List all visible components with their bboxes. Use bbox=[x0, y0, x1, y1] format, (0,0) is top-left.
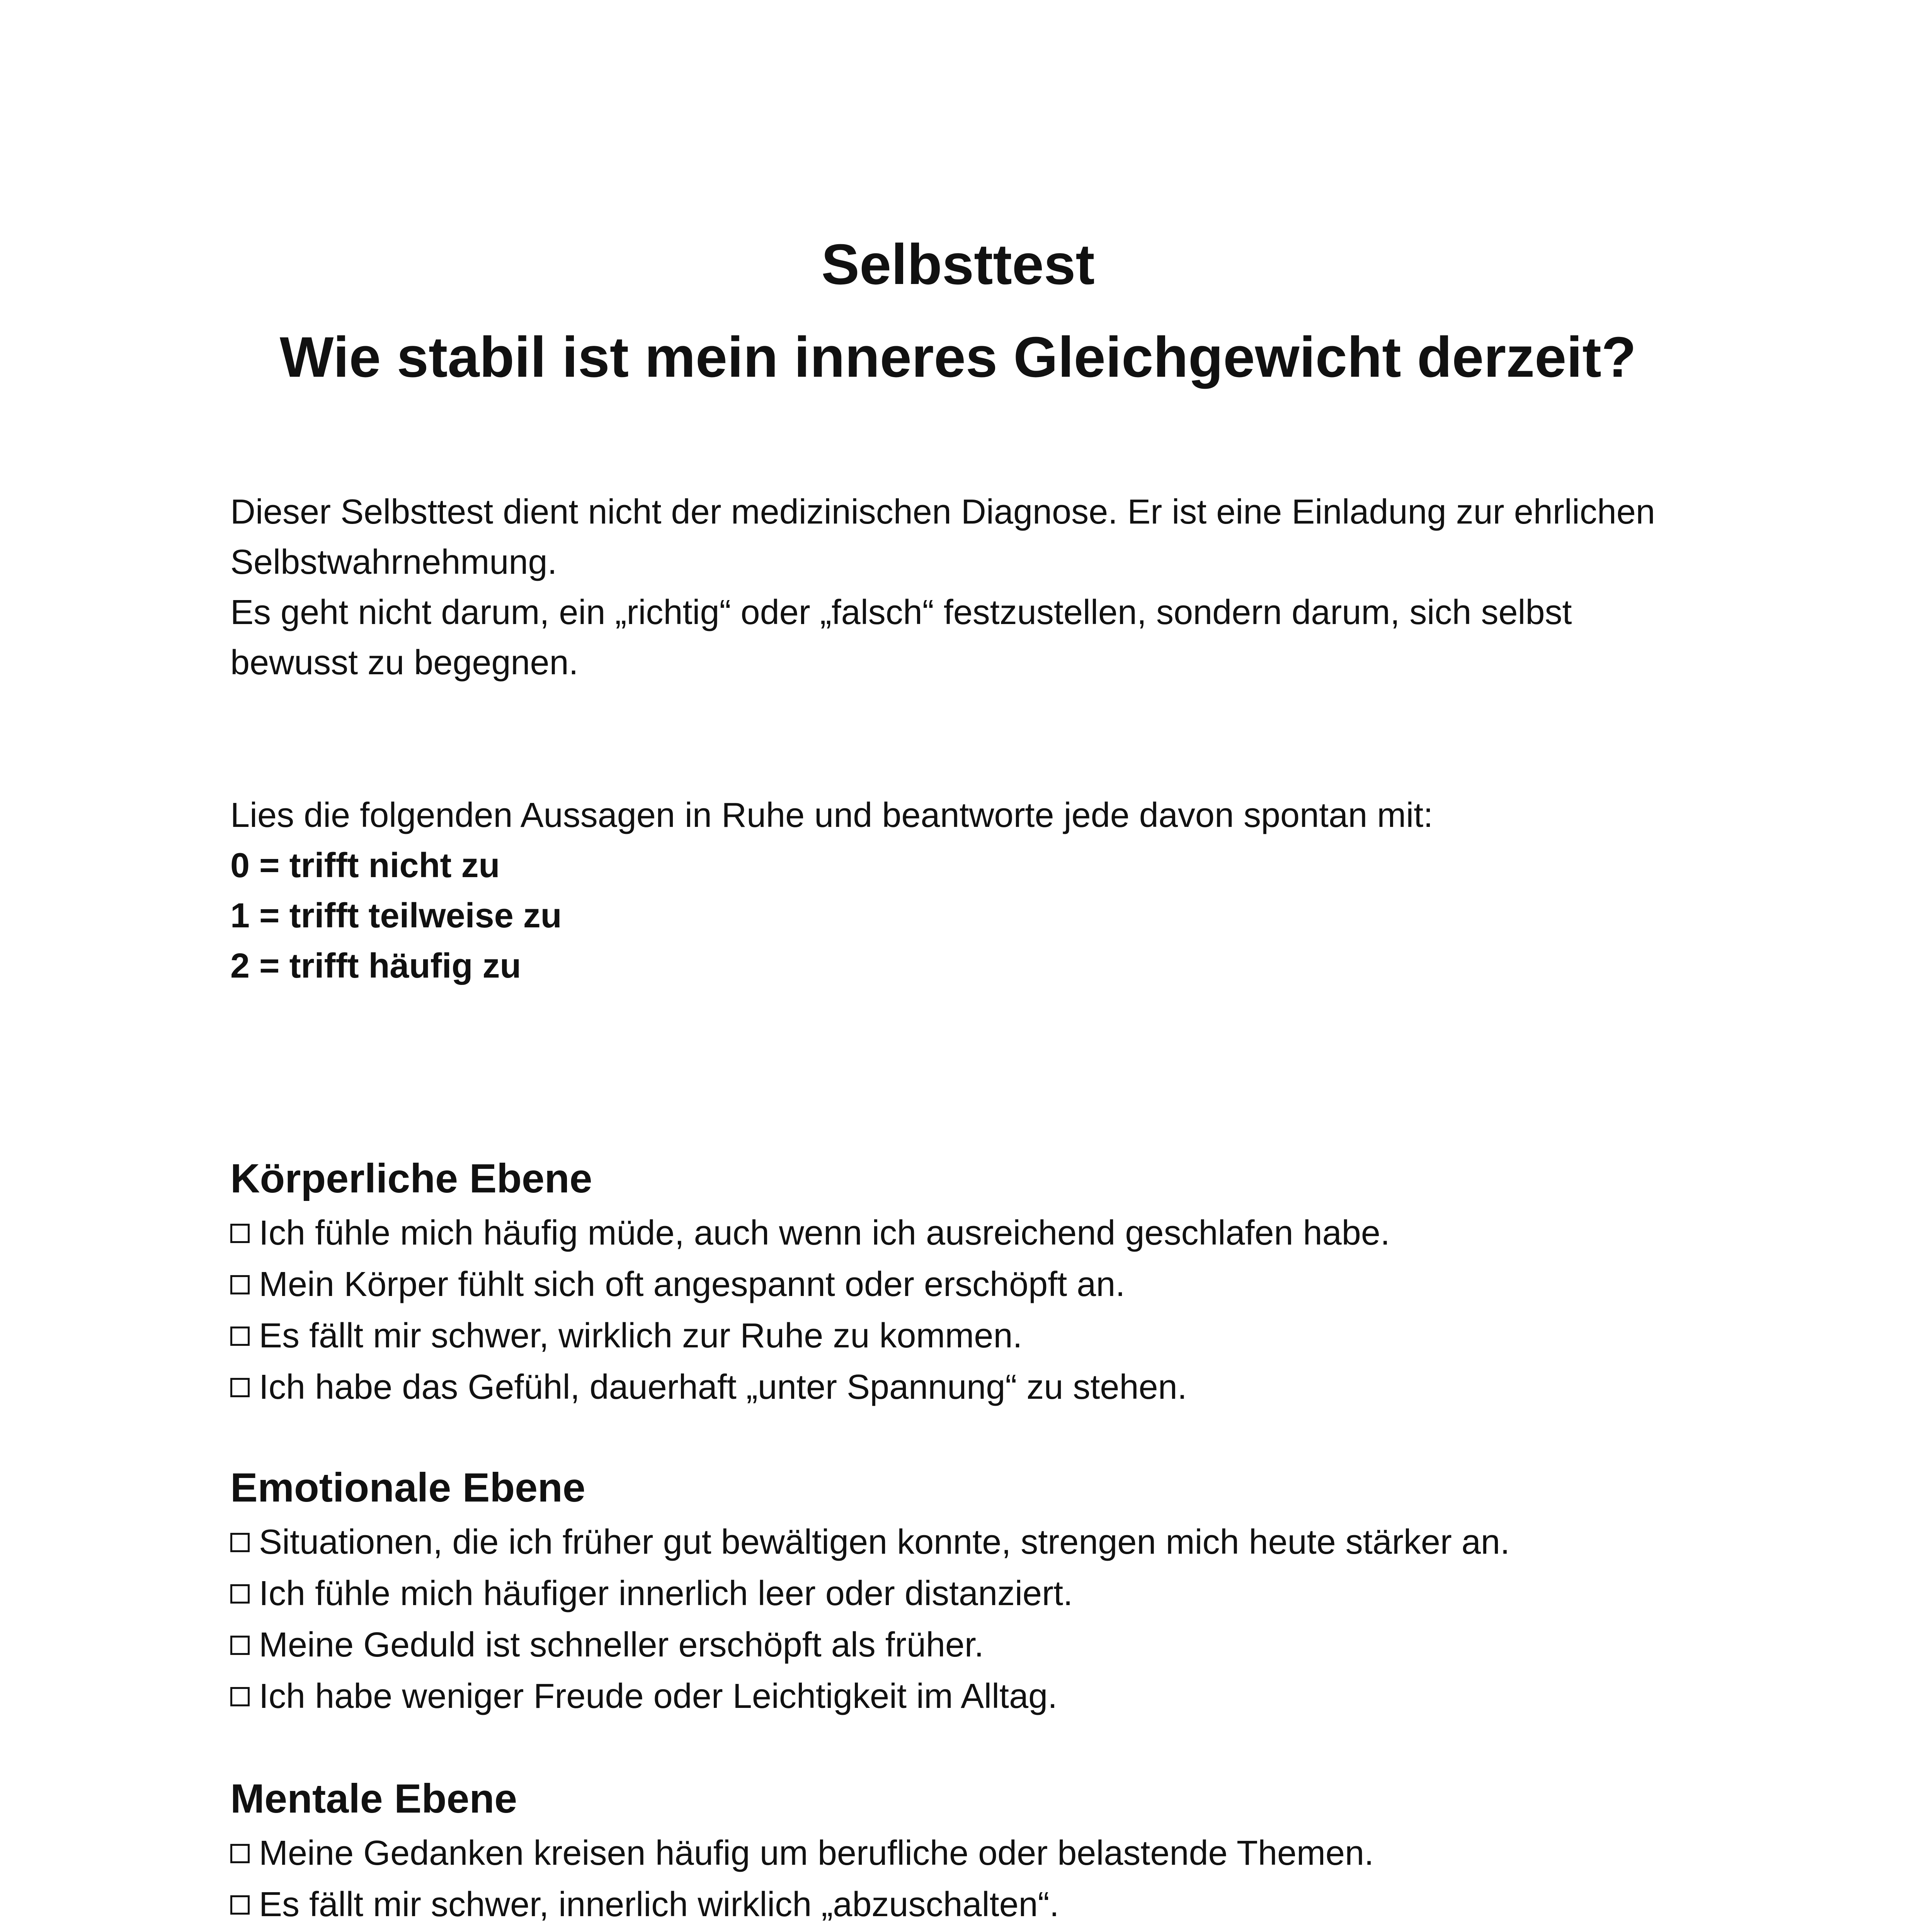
item-text: Es fällt mir schwer, innerlich wirklich „abzuschalten“. bbox=[259, 1885, 1059, 1924]
item-text: Meine Geduld ist schneller erschöpft als früher. bbox=[259, 1626, 984, 1664]
page-title: Selbsttest bbox=[821, 233, 1095, 296]
item-text: Ich habe das Gefühl, dauerhaft „unter Spannung“ zu stehen. bbox=[259, 1368, 1187, 1406]
checkbox-icon[interactable] bbox=[230, 1533, 250, 1552]
section-emotionale-ebene bbox=[230, 1459, 1737, 1722]
checklist-item bbox=[230, 1208, 1737, 1259]
checkbox-icon[interactable] bbox=[230, 1687, 250, 1706]
scale-item-1: 1 = trifft teilweise zu bbox=[230, 896, 562, 935]
checkbox-icon[interactable] bbox=[230, 1895, 250, 1915]
checklist-item bbox=[230, 1517, 1737, 1568]
section-heading: Körperliche Ebene bbox=[230, 1156, 592, 1201]
page-subtitle: Wie stabil ist mein inneres Gleichgewicht derzeit? bbox=[279, 325, 1637, 389]
instructions-text: Lies die folgenden Aussagen in Ruhe und beantworte jede davon spontan mit: bbox=[230, 796, 1433, 835]
intro-line: Es geht nicht darum, ein „richtig“ oder „falsch“ festzustellen, sondern darum, sich selbst bbox=[230, 593, 1572, 632]
item-text: Ich fühle mich häufig müde, auch wenn ich ausreichend geschlafen habe. bbox=[259, 1214, 1390, 1252]
checklist-item bbox=[230, 1828, 1737, 1879]
checklist-item bbox=[230, 1310, 1737, 1362]
item-text: Mein Körper fühlt sich oft angespannt oder erschöpft an. bbox=[259, 1265, 1125, 1304]
section-mentale-ebene bbox=[230, 1770, 1737, 1932]
checklist-item bbox=[230, 1671, 1737, 1722]
section-heading: Emotionale Ebene bbox=[230, 1465, 585, 1510]
section-koerperliche-ebene bbox=[230, 1150, 1737, 1413]
checkbox-icon[interactable] bbox=[230, 1844, 250, 1863]
checklist-item bbox=[230, 1879, 1737, 1930]
checkbox-icon[interactable] bbox=[230, 1275, 250, 1294]
checkbox-icon[interactable] bbox=[230, 1224, 250, 1243]
checkbox-icon[interactable] bbox=[230, 1636, 250, 1655]
checklist-item bbox=[230, 1259, 1737, 1310]
checklist-item bbox=[230, 1930, 1737, 1932]
checklist-item bbox=[230, 1362, 1737, 1413]
item-text: Situationen, die ich früher gut bewältigen konnte, strengen mich heute stärker an. bbox=[259, 1523, 1510, 1561]
checklist-item bbox=[230, 1619, 1737, 1671]
intro-line: Selbstwahrnehmung. bbox=[230, 543, 557, 582]
intro-line: bewusst zu begegnen. bbox=[230, 643, 579, 682]
section-heading: Mentale Ebene bbox=[230, 1776, 517, 1821]
instructions bbox=[230, 790, 1691, 991]
scale-item-2: 2 = trifft häufig zu bbox=[230, 947, 521, 985]
checkbox-icon[interactable] bbox=[230, 1584, 250, 1604]
item-text: Ich habe weniger Freude oder Leichtigkeit im Alltag. bbox=[259, 1677, 1058, 1716]
scale-item-0: 0 = trifft nicht zu bbox=[230, 846, 500, 885]
item-text: Meine Gedanken kreisen häufig um berufliche oder belastende Themen. bbox=[259, 1834, 1374, 1872]
intro-line: Dieser Selbsttest dient nicht der medizinischen Diagnose. Er ist eine Einladung zur ehrlichen bbox=[230, 493, 1655, 531]
intro-paragraph bbox=[230, 487, 1691, 688]
checkbox-icon[interactable] bbox=[230, 1378, 250, 1397]
item-text: Es fällt mir schwer, wirklich zur Ruhe zu kommen. bbox=[259, 1316, 1023, 1355]
checkbox-icon[interactable] bbox=[230, 1327, 250, 1346]
item-text: Ich fühle mich häufiger innerlich leer oder distanziert. bbox=[259, 1574, 1073, 1613]
checklist-item bbox=[230, 1568, 1737, 1619]
